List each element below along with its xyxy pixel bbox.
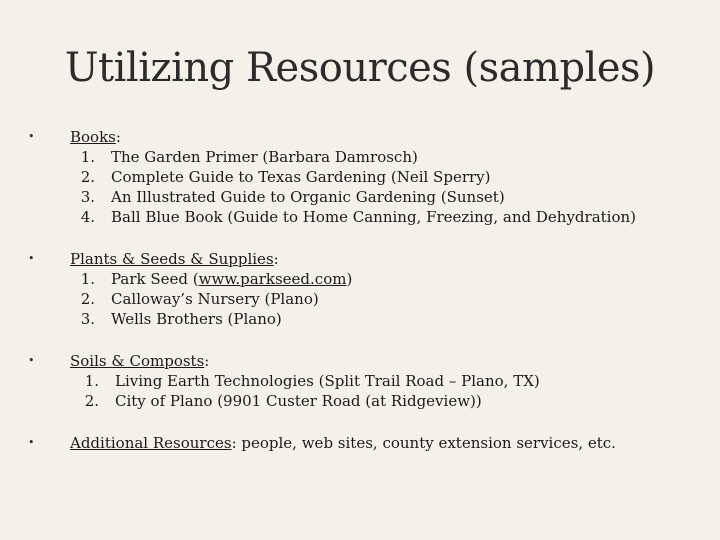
parkseed-link[interactable]: www.parkseed.com — [198, 270, 347, 288]
section-heading-books — [70, 127, 121, 147]
list-item: City of Plano (9901 Custer Road (at Ridgeview)) — [115, 392, 482, 410]
heading-label: Books — [70, 128, 116, 146]
heading-suffix: : — [273, 250, 279, 268]
item-text: ) — [346, 270, 353, 288]
list-number: 4. — [80, 208, 95, 226]
heading-suffix: : — [115, 128, 121, 146]
list-item: Complete Guide to Texas Gardening (Neil Sperry) — [111, 168, 491, 186]
bullet: • — [28, 436, 35, 449]
list-number: 2. — [80, 290, 95, 308]
list-number: 1. — [80, 270, 95, 288]
item-text: Park Seed ( — [111, 270, 199, 288]
bullet: • — [28, 252, 35, 265]
section-heading-plants — [70, 249, 279, 269]
list-number: 1. — [80, 148, 95, 166]
list-item: Ball Blue Book (Guide to Home Canning, Freezing, and Dehydration) — [111, 208, 637, 226]
heading-label: Soils & Composts — [70, 352, 205, 370]
list-number: 3. — [80, 188, 95, 206]
heading-label: Plants & Seeds & Supplies — [70, 250, 274, 268]
heading-suffix: : — [204, 352, 210, 370]
list-number: 2. — [80, 168, 95, 186]
bullet: • — [28, 354, 35, 367]
heading-suffix: : people, web sites, county extension services, etc. — [231, 434, 616, 452]
slide-title: Utilizing Resources (samples) — [64, 45, 656, 91]
bullet: • — [28, 130, 35, 143]
list-item: Wells Brothers (Plano) — [111, 310, 282, 328]
list-number: 1. — [84, 372, 99, 390]
list-item: An Illustrated Guide to Organic Gardening (Sunset) — [111, 188, 505, 206]
heading-label: Additional Resources — [70, 434, 232, 452]
list-item: Calloway’s Nursery (Plano) — [111, 290, 319, 308]
section-heading-additional — [70, 433, 616, 453]
list-item: Living Earth Technologies (Split Trail Road – Plano, TX) — [115, 372, 540, 390]
list-number: 3. — [80, 310, 95, 328]
section-heading-soils — [70, 351, 209, 371]
list-item — [111, 269, 352, 289]
list-number: 2. — [84, 392, 99, 410]
list-item: The Garden Primer (Barbara Damrosch) — [111, 148, 418, 166]
